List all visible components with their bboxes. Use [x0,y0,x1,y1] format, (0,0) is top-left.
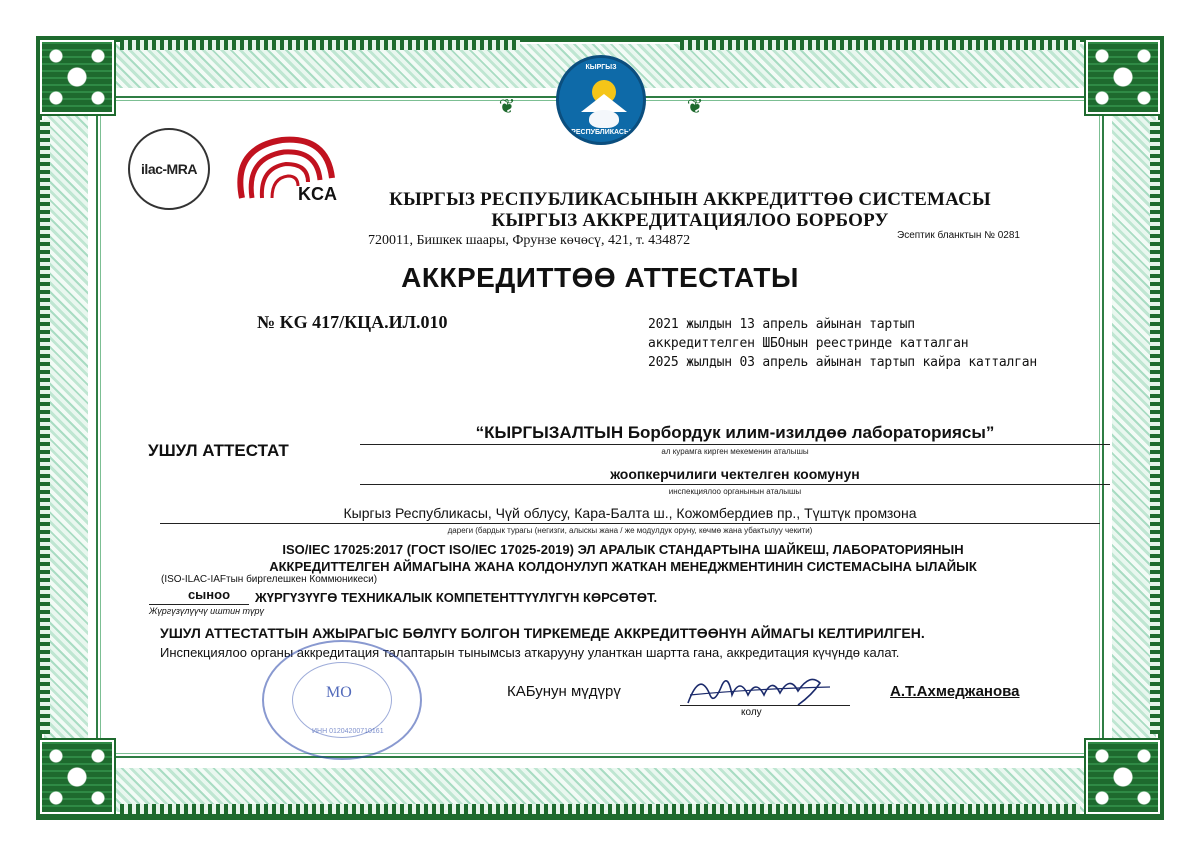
center-title: КЫРГЫЗ АККРЕДИТАЦИЯЛОО БОРБОРУ [491,210,889,231]
iso-statement-line-3: (ISO-ILAC-IAFтын биргелешкен Коммюникеси) [161,574,378,585]
kca-logo-text: KCA [298,184,337,204]
ornament-right-icon: ❦ [686,94,704,118]
ornament-band-left [40,120,50,734]
org-form-underline [360,484,1110,485]
registry-line-3: 2025 жылдын 03 апрель айынан тартып кайра катталган [648,355,1037,370]
work-type-value: сыноо [187,587,231,602]
registry-line-1: 2021 жылдын 13 апрель айынан тартып [648,317,915,332]
director-name: А.Т.Ахмеджанова [890,683,1020,700]
director-role: КАБунун мүдүрү [507,683,621,700]
organization-name: “КЫРГЫЗАЛТЫН Борбордук илим-изилдөө лабораториясы” [475,423,995,442]
ornament-band-top-right [680,40,1080,50]
iso-statement-line-2: АККРЕДИТТЕЛГЕН АЙМАГЫНА ЖАНА КОЛДОНУЛУП ЖАТКАН МЕНЕДЖМЕНТИНИН СИСТЕМАСЫНА ЫЛАЙЫК [269,559,977,574]
organization-legal-form: жоопкерчилиги чектелген коомунун [610,466,860,482]
org-address-caption: дареги (бардык турагы (негизги, алыскы жана / же модулдук оруну, көчмө жана убактылуу чекити) [447,526,813,535]
ilac-logo-text: ilac-MRA [141,161,197,177]
signature-underline [680,705,850,706]
center-address: 720011, Бишкек шаары, Фрунзе көчөсү, 421, т. 434872 [368,233,691,248]
certificate-number: № KG 417/КЦА.ИЛ.010 [257,312,448,332]
ornament-band-top-left [120,40,520,50]
corner-ornament-bottom-left [40,740,114,814]
state-emblem [556,55,646,145]
emblem-top-text: КЫРГЫЗ [585,64,617,71]
signature-caption: колу [741,707,762,718]
system-title: КЫРГЫЗ РЕСПУБЛИКАСЫНЫН АККРЕДИТТӨӨ СИСТЕМАСЫ [389,189,991,210]
registry-line-2: аккредиттелген ШБОнын реестринде катталган [648,336,969,351]
validity-statement: Инспекциялоо органы аккредитация талаптарын тынымсыз аткарууну уланткан шартта гана, аккредитация күчүндө калат. [160,645,900,660]
ornament-band-bottom [120,804,1080,814]
registry-info [648,315,1037,372]
stamp-mo-text: МО [326,684,352,701]
emblem-falcon-icon [589,110,619,128]
organization-address: Кыргыз Республикасы, Чүй облусу, Кара-Балта ш., Кожомбердиев пр., Түштүк промзона [343,505,917,521]
corner-ornament-top-left [40,40,114,114]
work-type-caption: Жүргүзүлүүчү иштин түрү [149,606,265,616]
ilac-mra-logo [128,128,210,210]
org-address-underline [160,523,1100,524]
stamp-inn-text: ИНН 01204200710161 [312,728,384,735]
corner-ornament-top-right [1086,40,1160,114]
org-form-caption: инспекциялоо органынын аталышы [668,487,802,496]
ornament-left-icon: ❦ [498,94,516,118]
work-type-underline [149,604,249,605]
org-name-caption: ал курамга кирген мекеменин аталышы [661,447,809,456]
corner-ornament-bottom-right [1086,740,1160,814]
annex-statement: УШУЛ АТТЕСТАТТЫН АЖЫРАГЫС БӨЛҮГҮ БОЛГОН ТИРКЕМЕДЕ АККРЕДИТТӨӨНҮН АЙМАГЫ КЕЛТИРИЛГЕН. [160,625,925,641]
attestat-label: УШУЛ АТТЕСТАТ [148,441,289,460]
iso-statement-line-1: ISO/IEC 17025:2017 (ГОСТ ISO/IEC 17025-2019) ЭЛ АРАЛЫК СТАНДАРТЫНА ШАЙКЕШ, ЛАБОРАТОРИЯНЫН [282,542,964,557]
document-title: АККРЕДИТТӨӨ АТТЕСТАТЫ [401,262,799,293]
ornament-band-right [1150,120,1160,734]
blank-number: Эсептик бланктын № 0281 [897,230,1020,241]
org-name-underline [360,444,1110,445]
competence-statement: ЖҮРГҮЗҮҮГӨ ТЕХНИКАЛЫК КОМПЕТЕНТТҮҮЛҮГҮН КӨРСӨТӨТ. [255,590,658,605]
emblem-bottom-text: РЕСПУБЛИКАСЫ [571,129,631,136]
